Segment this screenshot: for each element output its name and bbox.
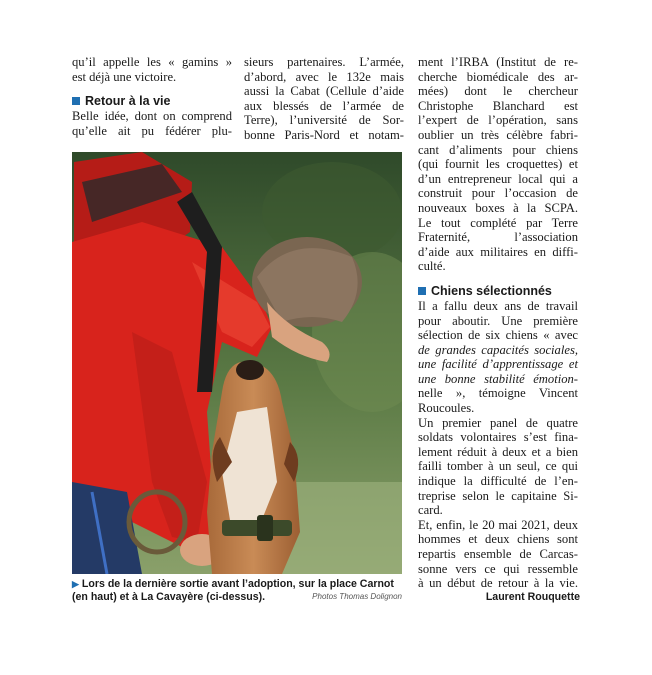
text-line: card. [418,503,443,518]
text-line: ment l’IRBA (Institut de re- [418,55,578,69]
text-line: culté. [418,259,446,274]
text-line: oublier un très célèbre fabri- [418,127,578,142]
caption-text: Lors de la dernière sortie avant l’adoption, sur la place Carnot (en haut) et à La Cavayère (ci-dessus). [72,578,394,603]
author-signature: Laurent Rouquette [485,591,580,603]
text-line: de grandes capacités sociales, [418,342,578,357]
text-line: treprise selon le capitaine Si- [418,488,578,503]
heading-text: Chiens sélectionnés [431,283,552,298]
caption-triangle-icon: ▶ [72,579,79,589]
column-3 [418,55,578,591]
text-line: Il a fallu deux ans de travail [418,298,578,313]
text-line: est déjà une victoire. [72,69,177,84]
photo-man-and-dog [72,152,402,574]
text-line: sonne vers ce qui ressemble [418,561,578,576]
photo-credit: Photos Thomas Dolignon [312,592,402,601]
column-2 [244,55,404,143]
text-line: Terre), l’université de Sor- [244,113,404,128]
text-line: Et, enfin, le 20 mai 2021, deux [418,517,578,532]
text-line: mées) dont le chercheur [418,84,578,99]
text-line: une facilité d’apprentissage et [418,357,578,372]
text-line: nouveaux boxes à la SCPA. [418,200,578,215]
square-bullet-icon [72,97,80,105]
text-line: sélection de six chiens « avec [418,328,578,343]
text-line: pour aboutir. Une première [418,313,578,328]
column-1 [72,55,232,138]
text-line: cherche biomédicale des ar- [418,69,578,84]
section-heading-chiens [418,284,578,299]
text-line: repartis ensemble de Carcas- [418,547,578,561]
text-line: (qui fournit les croquettes) et [418,157,578,172]
text-line: cant d’aliments pour chiens [418,142,578,157]
text-line: Un premier panel de quatre [418,415,578,430]
text-line: l’expert de l’opération, sans [418,113,578,128]
text-line: construit pour l’occasion de [418,186,578,201]
text-line: qu’il appelle les « gamins » [72,55,232,69]
article-photo [72,152,402,574]
text-line: d’aide aux militaires en diffi- [418,244,578,259]
text-line: indique la difficulté de l’en- [418,474,578,489]
section-heading-retour [72,94,232,109]
text-line: à un début de retour à la vie. [418,576,578,591]
text-line: d’un entrepreneur local qui a [418,171,578,186]
text-line: bonne Paris-Nord et notam- [244,127,404,142]
text-line: Christophe Blanchard est [418,98,578,113]
text-line: nelle », témoigne Vincent [418,386,578,401]
text-line: Roucoules. [418,401,475,416]
text-line: une bonne stabilité émotion- [418,371,578,386]
square-bullet-icon [418,287,426,295]
text-line: Fraternité, l’association [418,230,578,245]
text-line: sieurs partenaires. L’armée, [244,55,404,69]
text-line: aussi la Cabat (Cellule d’aide [244,84,404,99]
text-line: Le tout complété par Terre [418,215,578,230]
text-line: hommes et deux chiens sont [418,532,578,547]
text-line: qu’elle ait pu fédérer plu- [72,123,232,138]
text-line: lement réduit à deux et a bien [418,444,578,459]
heading-text: Retour à la vie [85,94,171,109]
text-line: Belle idée, dont on comprend [72,109,232,124]
text-line: d’abord, avec le 132e mais [244,69,404,84]
text-line: failli tomber à un seul, ce qui [418,459,578,474]
text-line: aux blessés de l’armée de [244,98,404,113]
text-line: soldats volontaires s’est fina- [418,430,578,445]
